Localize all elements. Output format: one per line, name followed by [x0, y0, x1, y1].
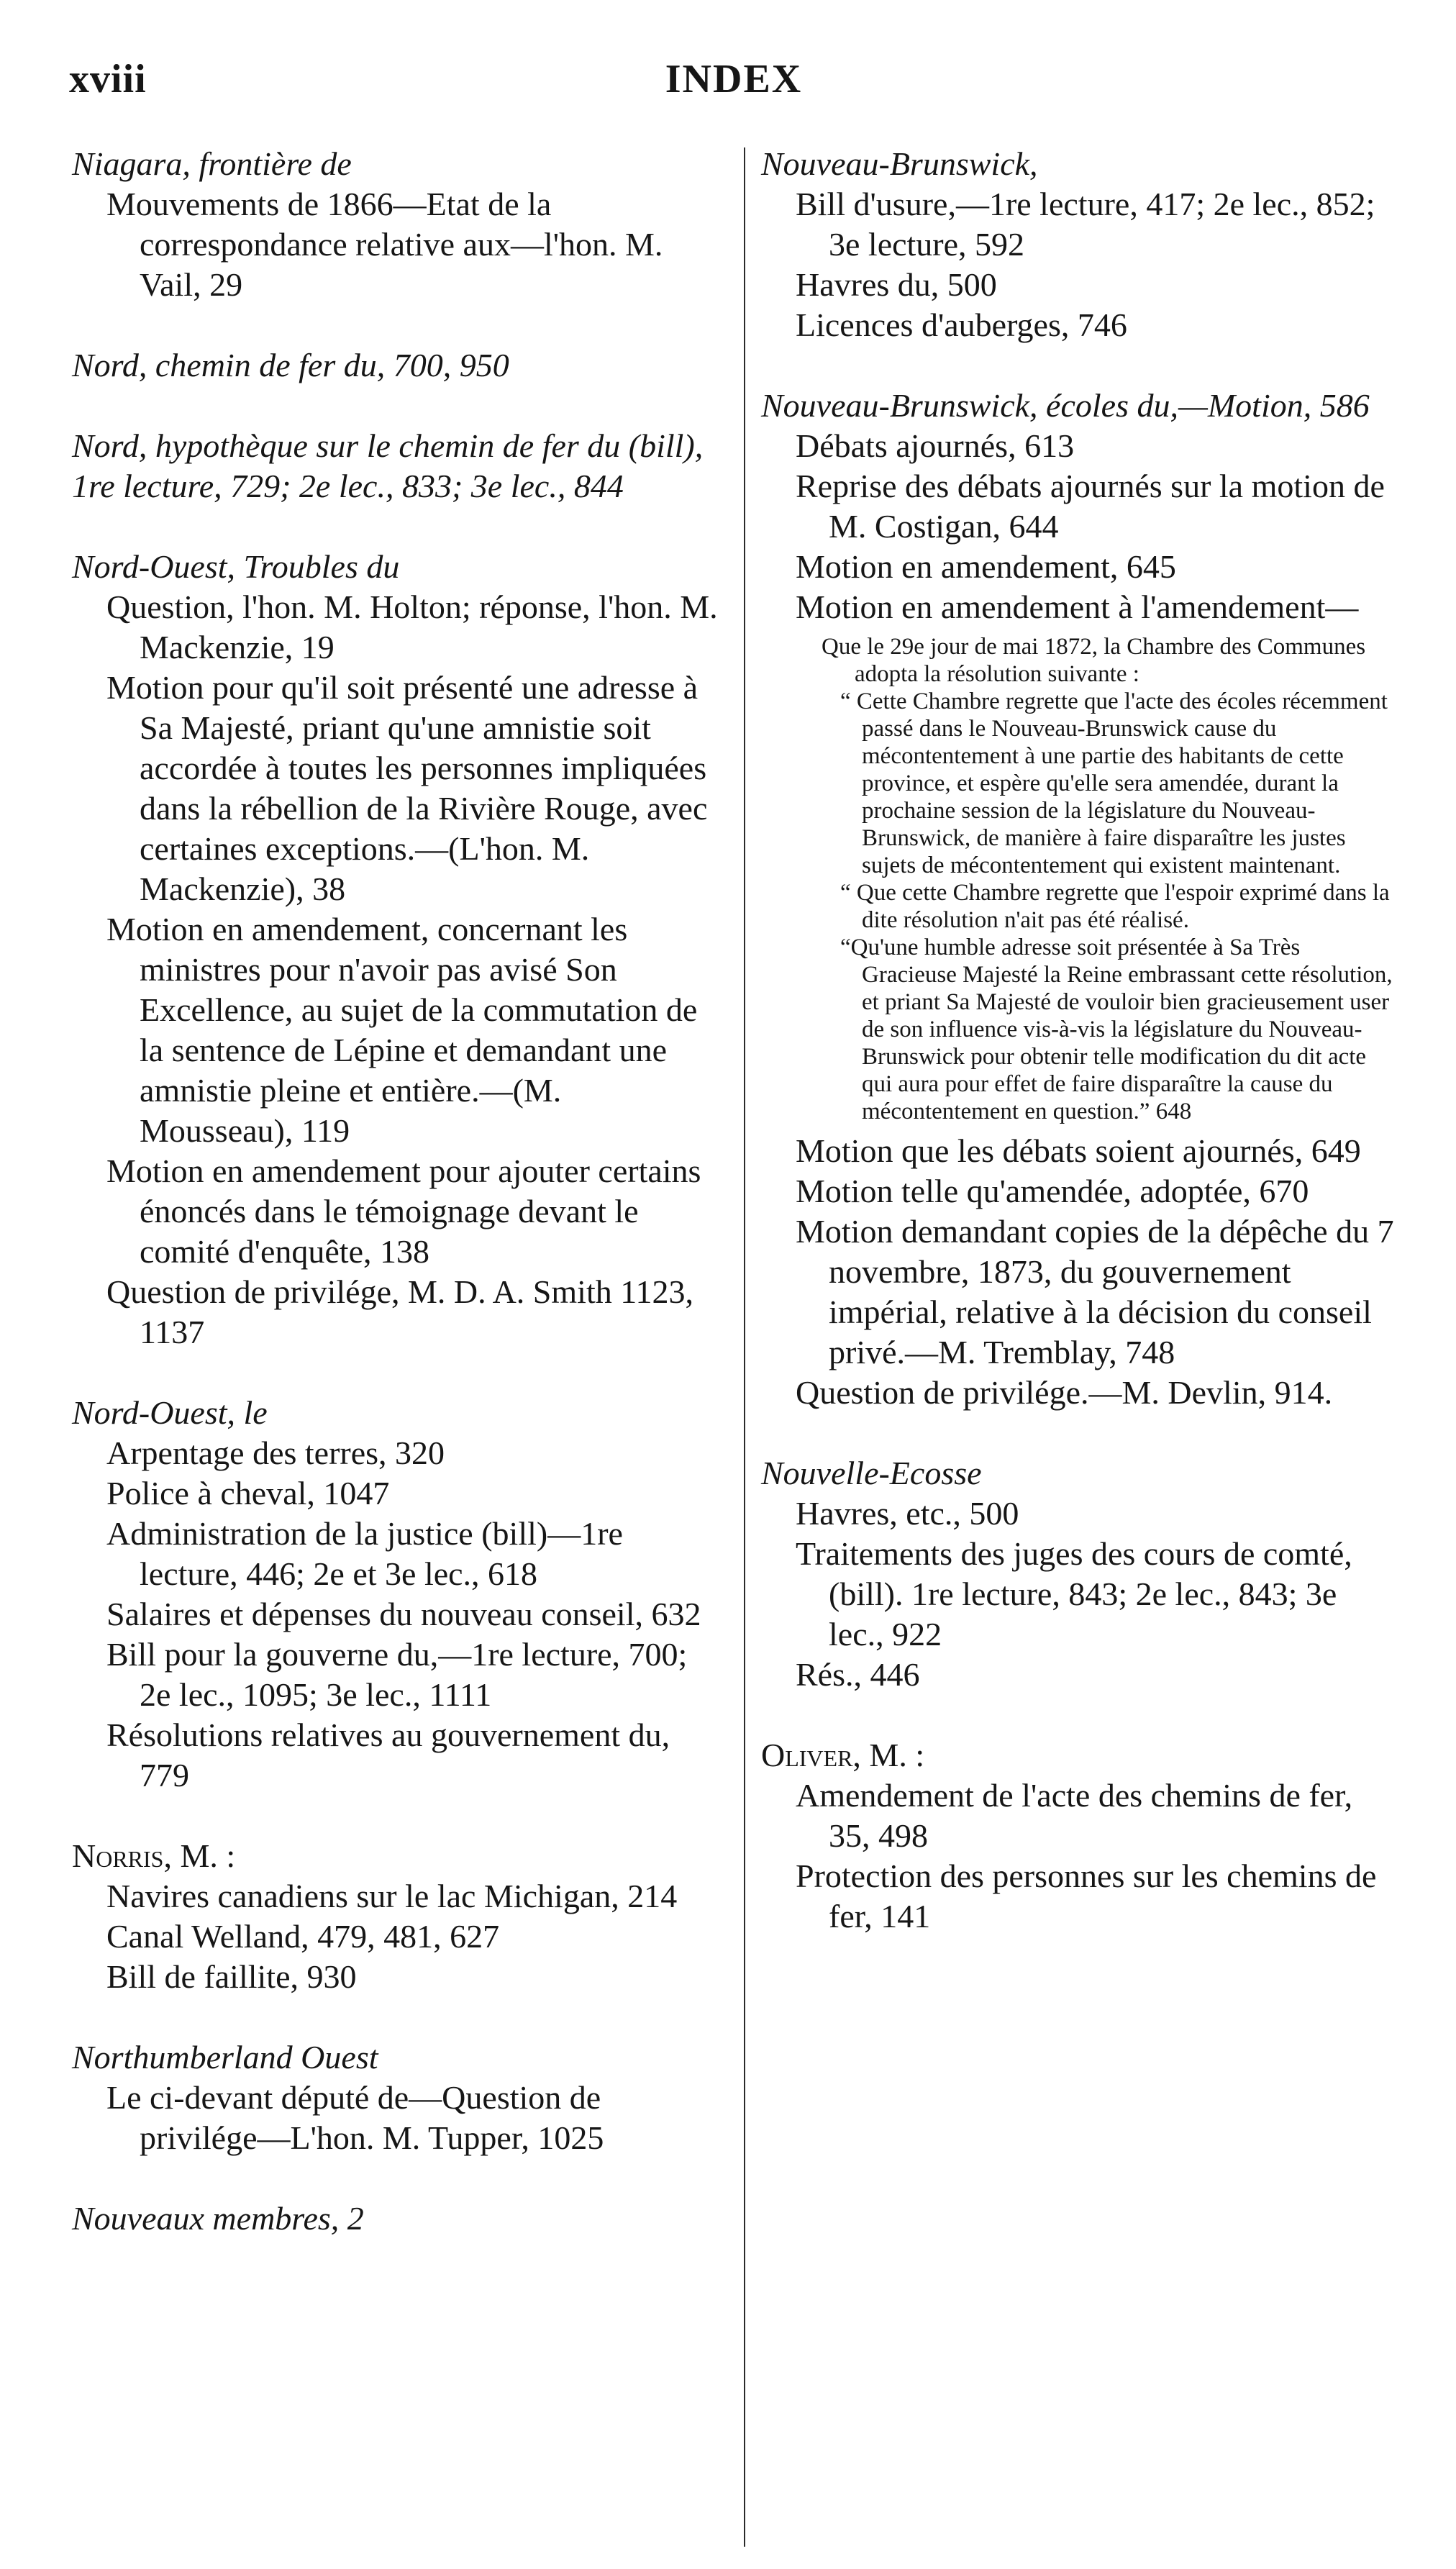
- entry-subitem: Protection des personnes sur les chemins de fer, 141: [796, 1858, 1377, 1934]
- entry-subitem: Mouvements de 1866—Etat de la correspondance relative aux—l'hon. M. Vail, 29: [106, 186, 663, 303]
- index-entry: [72, 345, 719, 386]
- entry-subitem: Police à cheval, 1047: [106, 1475, 390, 1511]
- entry-subitem: Résolutions relatives au gouvernement du, 779: [106, 1717, 670, 1793]
- entry-subitem: Bill pour la gouverne du,—1re lecture, 700; 2e lec., 1095; 3e lec., 1111: [106, 1636, 688, 1713]
- entry-heading: Nouveaux membres, 2: [72, 2200, 364, 2237]
- entry-subitem: Licences d'auberges, 746: [796, 306, 1127, 343]
- index-entry: [72, 2037, 719, 2158]
- entry-subitem: Salaires et dépenses du nouveau conseil, 632: [106, 1596, 701, 1632]
- entry-heading: Nord, hypothèque sur le chemin de fer du (bill), 1re lecture, 729; 2e lec., 833; 3e lec., 844: [72, 427, 704, 504]
- entry-subitem: Question de privilége.—M. Devlin, 914.: [796, 1374, 1333, 1411]
- entry-subitem: Motion que les débats soient ajournés, 649: [796, 1132, 1361, 1169]
- entry-subitem: Motion demandant copies de la dépêche du 7 novembre, 1873, du gouvernement impérial, relative à la décision du conseil privé.—M. Tremblay, 748: [796, 1213, 1394, 1370]
- entry-heading: Nouveau-Brunswick,: [761, 145, 1038, 182]
- index-entry: [72, 144, 719, 305]
- quote-paragraph: “ Que cette Chambre regrette que l'espoir exprimé dans la dite résolution n'ait pas été réalisé.: [840, 880, 1390, 933]
- entry-subitem: Bill d'usure,—1re lecture, 417; 2e lec., 852; 3e lecture, 592: [796, 186, 1375, 263]
- entry-subitem: Motion en amendement, concernant les ministres pour n'avoir pas avisé Son Excellence, au sujet de la commutation de la sentence de Lépine et demandant une amnistie pleine et entière.—(M. Mousseau), 119: [106, 911, 698, 1149]
- right-column: [761, 144, 1394, 1977]
- index-entry: [72, 1393, 719, 1796]
- index-entry: [72, 2199, 719, 2239]
- entry-subitem: Reprise des débats ajournés sur la motion de M. Costigan, 644: [796, 468, 1385, 545]
- index-entry: [72, 1836, 719, 1997]
- index-entry: [761, 386, 1394, 1413]
- entry-heading: Norris, M. :: [72, 1837, 236, 1874]
- entry-heading: Niagara, frontière de: [72, 145, 352, 182]
- entry-heading: Nord-Ouest, Troubles du: [72, 548, 400, 585]
- entry-subitem: Administration de la justice (bill)—1re lecture, 446; 2e et 3e lec., 618: [106, 1515, 623, 1592]
- entry-subitem: Débats ajournés, 613: [796, 427, 1075, 464]
- entry-heading: Nord-Ouest, le: [72, 1394, 268, 1431]
- column-divider: [744, 147, 745, 2547]
- entry-heading: Northumberland Ouest: [72, 2039, 378, 2075]
- running-head: INDEX: [665, 57, 803, 101]
- entry-subitem: Navires canadiens sur le lac Michigan, 214: [106, 1878, 678, 1914]
- entry-subitem: Amendement de l'acte des chemins de fer, 35, 498: [796, 1777, 1353, 1854]
- entry-subitem: Motion en amendement à l'amendement—: [796, 588, 1359, 625]
- entry-subitem: Havres, etc., 500: [796, 1495, 1019, 1532]
- index-entry: [72, 547, 719, 1352]
- quote-intro: Que le 29e jour de mai 1872, la Chambre des Communes adopta la résolution suivante :: [822, 634, 1366, 687]
- entry-subitem: Havres du, 500: [796, 266, 997, 303]
- page-number: xviii: [69, 57, 147, 101]
- entry-subitem: Motion pour qu'il soit présenté une adresse à Sa Majesté, priant qu'une amnistie soit accordée à toutes les personnes impliquées dans la rébellion de la Rivière Rouge, avec certaines exceptions.—(L'hon. M. Mackenzie), 38: [106, 669, 708, 907]
- index-entry: [72, 426, 719, 506]
- index-entry: [761, 1453, 1394, 1695]
- entry-subitem: Motion en amendement pour ajouter certains énoncés dans le témoignage devant le comité d'enquête, 138: [106, 1152, 701, 1270]
- entry-subitem: Arpentage des terres, 320: [106, 1434, 445, 1471]
- entry-heading: Nouvelle-Ecosse: [761, 1455, 982, 1491]
- entry-subitem: Traitements des juges des cours de comté, (bill). 1re lecture, 843; 2e lec., 843; 3e lec., 922: [796, 1535, 1352, 1652]
- entry-subitem: Canal Welland, 479, 481, 627: [106, 1918, 500, 1955]
- entry-subitem: Motion telle qu'amendée, adoptée, 670: [796, 1173, 1309, 1209]
- entry-subitem: Motion en amendement, 645: [796, 548, 1176, 585]
- quote-paragraph: “ Cette Chambre regrette que l'acte des écoles récemment passé dans le Nouveau-Brunswick cause du mécontentement à une partie des habitants de cette province, et espère qu'elle sera amendée, durant la prochaine session de la législature du Nouveau-Brunswick, de manière à faire disparaître les justes sujets de mécontentement qui existent maintenant.: [840, 688, 1388, 878]
- page-header: [0, 0, 1456, 144]
- entry-heading: Oliver, M. :: [761, 1737, 925, 1773]
- index-entry: [761, 1735, 1394, 1937]
- quote-paragraph: “Qu'une humble adresse soit présentée à Sa Très Gracieuse Majesté la Reine embrassant cette résolution, et priant Sa Majesté de vouloir bien gracieusement user de son influence vis-à-vis la législature du Nouveau-Brunswick pour obtenir telle modification du dit acte qui aura pour effet de faire disparaître la cause du mécontentement en question.” 648: [840, 935, 1393, 1124]
- quoted-resolution: [761, 633, 1394, 1125]
- entry-heading: Nouveau-Brunswick, écoles du,—Motion, 586: [761, 387, 1370, 424]
- left-column: [72, 144, 719, 2279]
- entry-subitem: Le ci-devant député de—Question de privilége—L'hon. M. Tupper, 1025: [106, 2079, 604, 2156]
- index-entry: [761, 144, 1394, 345]
- entry-subitem: Bill de faillite, 930: [106, 1958, 357, 1995]
- entry-subitem: Rés., 446: [796, 1656, 920, 1693]
- entry-subitem: Question, l'hon. M. Holton; réponse, l'hon. M. Mackenzie, 19: [106, 588, 718, 665]
- entry-subitem: Question de privilége, M. D. A. Smith 1123, 1137: [106, 1273, 694, 1350]
- entry-heading: Nord, chemin de fer du, 700, 950: [72, 347, 509, 383]
